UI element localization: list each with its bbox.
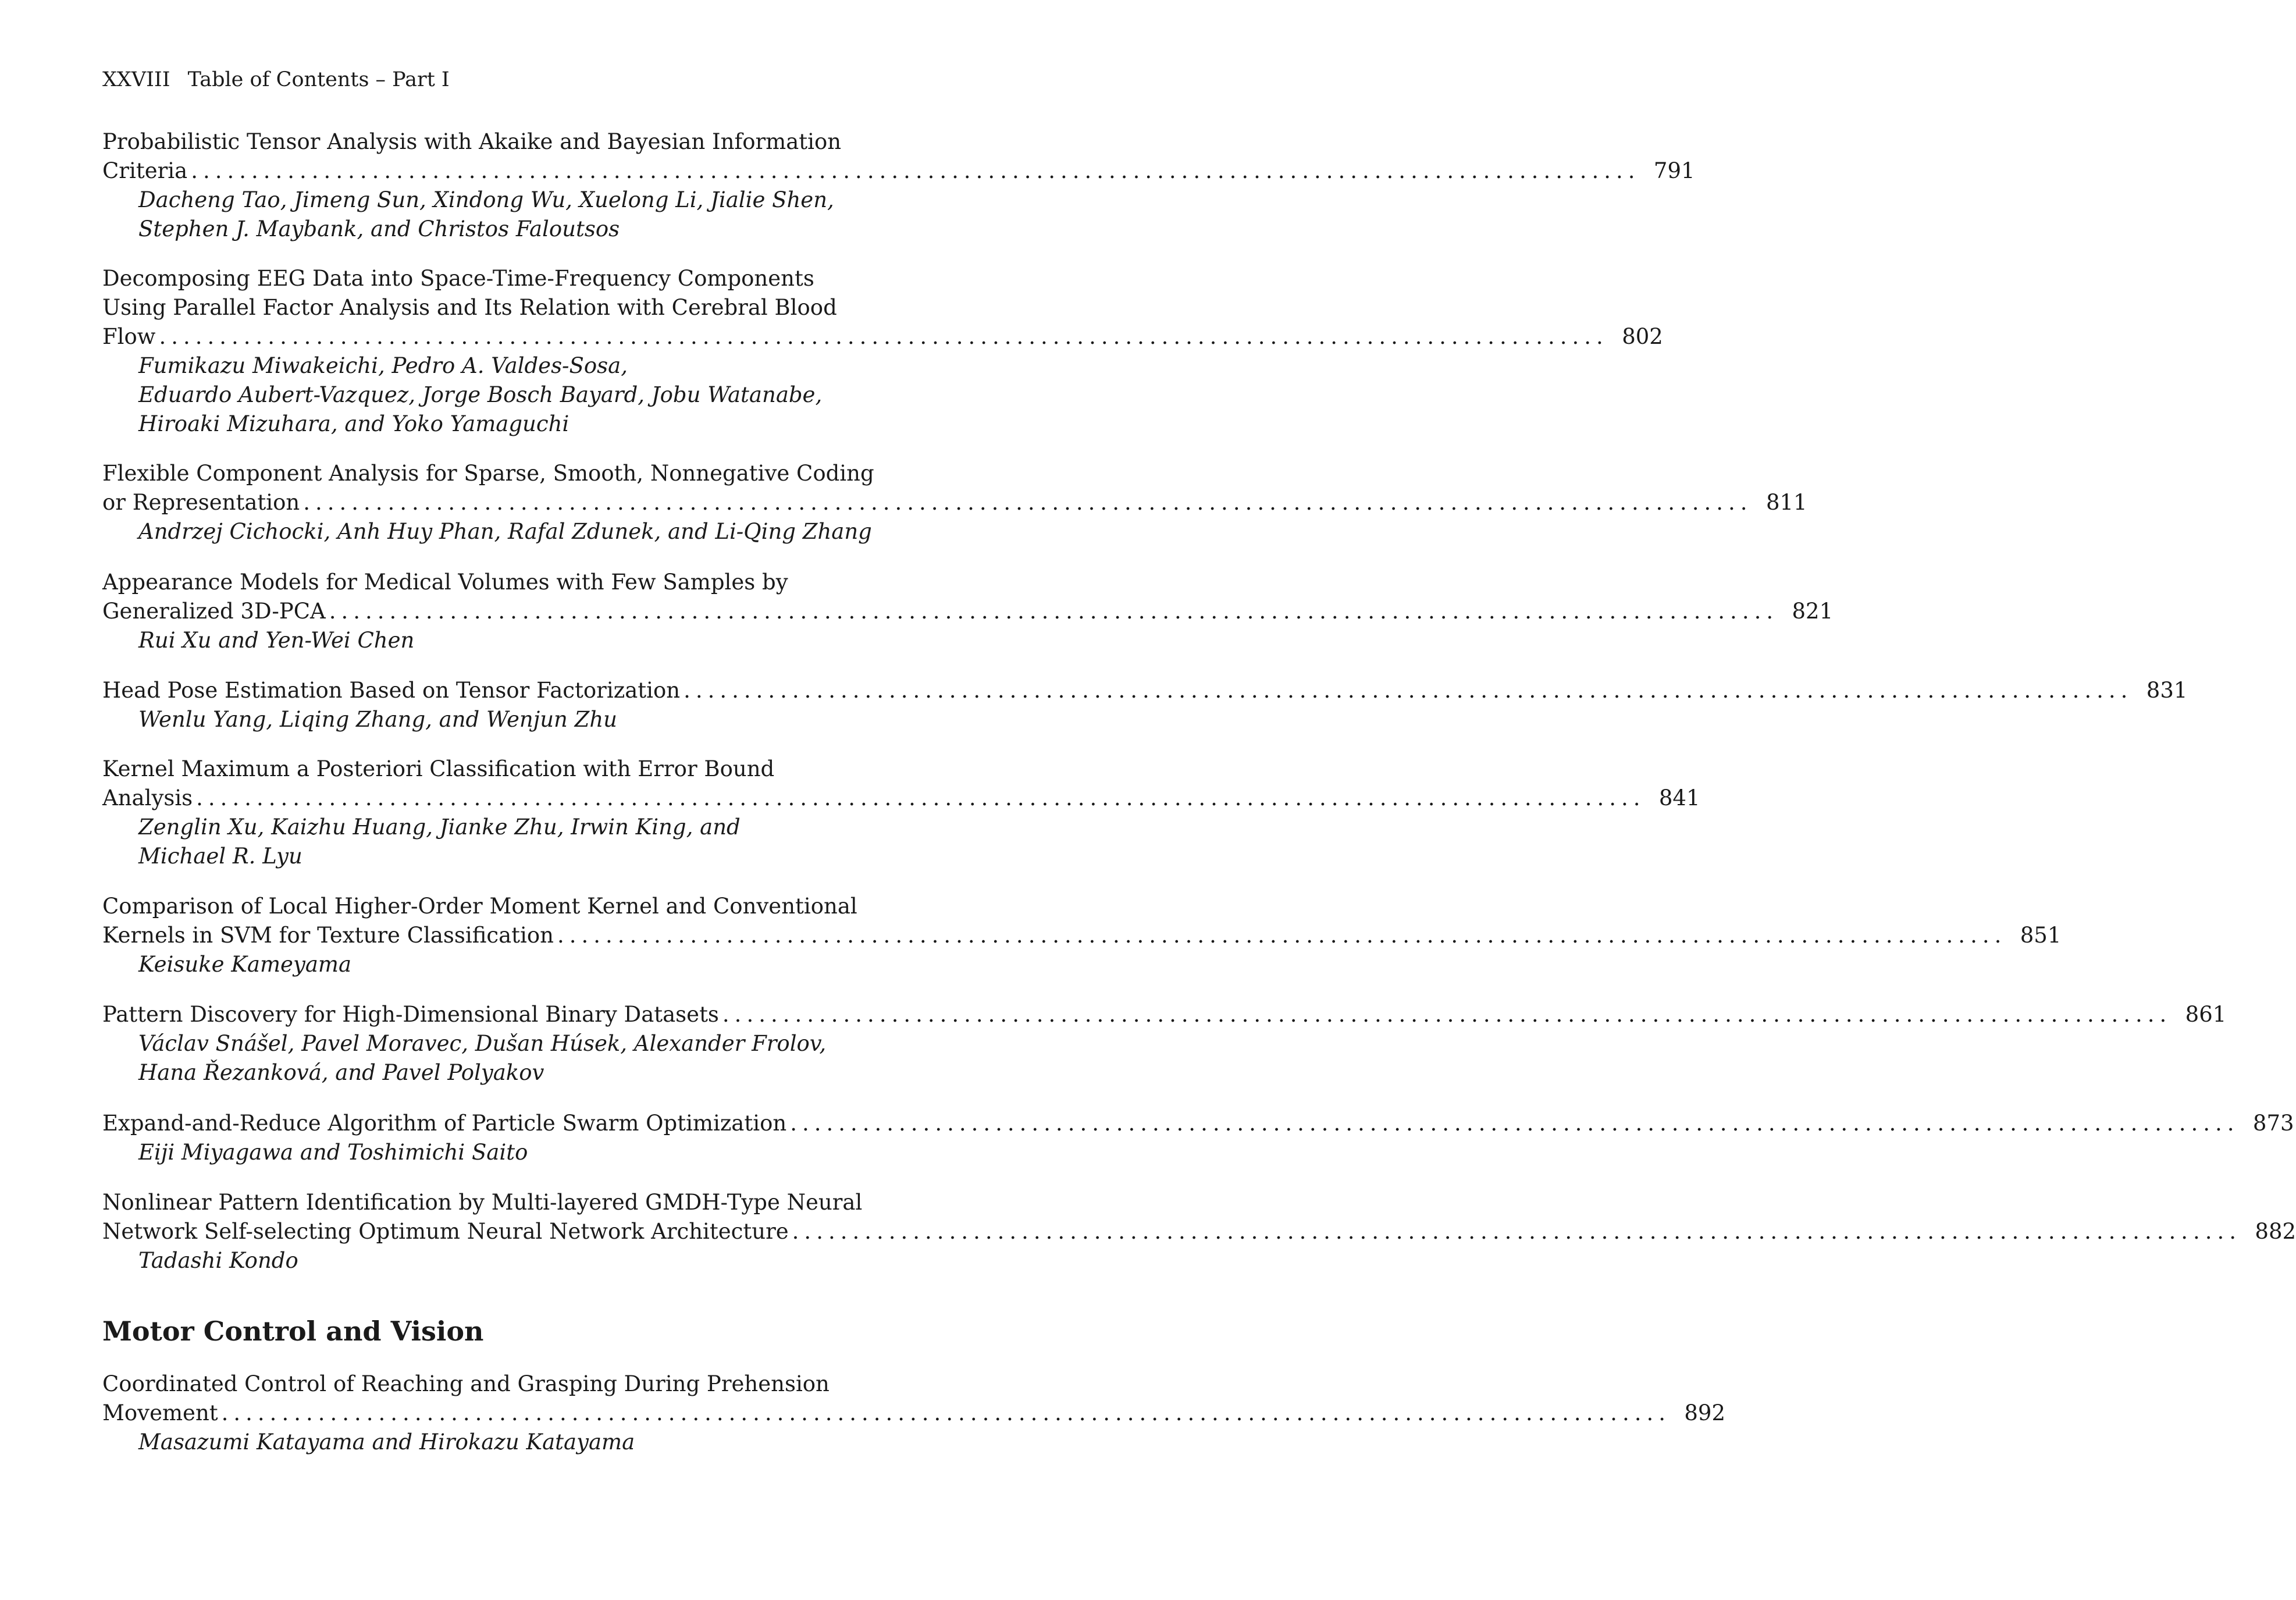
toc-entry[interactable] xyxy=(102,676,2188,734)
entry-authors: Zenglin Xu, Kaizhu Huang, Jianke Zhu, Irwin King, and xyxy=(138,815,741,840)
entry-title-line: Decomposing EEG Data into Space-Time-Frequency Components xyxy=(102,266,814,291)
page-number[interactable]: 861 xyxy=(2185,1002,2227,1027)
page-number[interactable]: 851 xyxy=(2020,923,2062,948)
entry-title-line: Probabilistic Tensor Analysis with Akaike and Bayesian Information xyxy=(102,129,842,154)
entry-title-line: Comparison of Local Higher-Order Moment Kernel and Conventional xyxy=(102,894,857,919)
toc-entry[interactable] xyxy=(102,755,1700,871)
entry-title-line: Kernel Maximum a Posteriori Classification with Error Bound xyxy=(102,756,775,781)
entry-title-line: Movement xyxy=(102,1400,218,1425)
dot-leader: ........................................................................................................................ xyxy=(722,1002,2172,1027)
entry-authors: Andrzej Cichocki, Anh Huy Phan, Rafal Zdunek, and Li-Qing Zhang xyxy=(138,519,872,544)
page-number[interactable]: 811 xyxy=(1765,490,1807,515)
entry-authors: Michael R. Lyu xyxy=(138,844,302,869)
entry-authors: Hana Řezanková, and Pavel Polyakov xyxy=(138,1060,544,1085)
page-number[interactable]: 802 xyxy=(1622,324,1663,349)
toc-entry[interactable] xyxy=(102,264,1663,439)
entry-title-line: Nonlinear Pattern Identification by Multi-layered GMDH-Type Neural xyxy=(102,1190,863,1215)
entry-authors: Masazumi Katayama and Hirokazu Katayama xyxy=(138,1430,635,1455)
dot-leader: ........................................................................................................................ xyxy=(191,158,1640,183)
entry-title-line: Appearance Models for Medical Volumes with Few Samples by xyxy=(102,570,788,595)
page-number[interactable]: 841 xyxy=(1658,785,1700,810)
toc-entry[interactable] xyxy=(102,1000,2227,1087)
dot-leader: ........................................................................................................................ xyxy=(557,923,2007,948)
toc-entry[interactable] xyxy=(102,1188,2296,1275)
page-number[interactable]: 791 xyxy=(1653,158,1695,183)
page-number[interactable]: 831 xyxy=(2146,678,2188,703)
entry-title-line: Flexible Component Analysis for Sparse, Smooth, Nonnegative Coding xyxy=(102,461,874,486)
toc-entry[interactable] xyxy=(102,568,1834,655)
dot-leader: ........................................................................................................................ xyxy=(221,1400,1671,1425)
entry-title-line: Using Parallel Factor Analysis and Its Relation with Cerebral Blood xyxy=(102,295,837,320)
entry-title-line: Expand-and-Reduce Algorithm of Particle Swarm Optimization xyxy=(102,1111,787,1136)
entry-authors: Dacheng Tao, Jimeng Sun, Xindong Wu, Xuelong Li, Jialie Shen, xyxy=(138,187,834,212)
entry-authors: Tadashi Kondo xyxy=(138,1248,298,1273)
toc-entry[interactable] xyxy=(102,459,1807,546)
entry-authors: Keisuke Kameyama xyxy=(138,952,352,977)
dot-leader: ........................................................................................................................ xyxy=(790,1111,2240,1136)
toc-entry[interactable] xyxy=(102,127,1695,244)
dot-leader: ........................................................................................................................ xyxy=(684,678,2133,703)
running-head xyxy=(102,65,450,94)
entry-authors: Wenlu Yang, Liqing Zhang, and Wenjun Zhu xyxy=(138,707,617,732)
entry-title-line: Kernels in SVM for Texture Classification xyxy=(102,923,554,948)
entry-title-line: Criteria xyxy=(102,158,188,183)
entry-authors: Eduardo Aubert-Vazquez, Jorge Bosch Bayard, Jobu Watanabe, xyxy=(138,382,823,407)
entry-authors: Stephen J. Maybank, and Christos Faloutsos xyxy=(138,216,620,241)
entry-title-line: Head Pose Estimation Based on Tensor Factorization xyxy=(102,678,681,703)
dot-leader: ........................................................................................................................ xyxy=(159,324,1608,349)
entry-title-line: Coordinated Control of Reaching and Grasping During Prehension xyxy=(102,1371,830,1396)
entry-authors: Eiji Miyagawa and Toshimichi Saito xyxy=(138,1140,528,1165)
page-number[interactable]: 821 xyxy=(1792,599,1834,624)
dot-leader: ........................................................................................................................ xyxy=(329,599,1779,624)
entry-authors: Václav Snášel, Pavel Moravec, Dušan Húsek, Alexander Frolov, xyxy=(138,1031,827,1056)
dot-leader: ........................................................................................................................ xyxy=(303,490,1753,515)
toc-entry[interactable] xyxy=(102,892,2062,979)
entry-title-line: or Representation xyxy=(102,490,300,515)
entry-authors: Hiroaki Mizuhara, and Yoko Yamaguchi xyxy=(138,411,569,436)
entry-title-line: Analysis xyxy=(102,785,193,810)
page-folio: XXVIII xyxy=(102,68,170,91)
running-title: Table of Contents – Part I xyxy=(187,68,450,91)
entry-title-line: Network Self-selecting Optimum Neural Network Architecture xyxy=(102,1219,789,1244)
entry-title-line: Pattern Discovery for High-Dimensional Binary Datasets xyxy=(102,1002,719,1027)
section-heading: Motor Control and Vision xyxy=(102,1315,484,1347)
page-number[interactable]: 873 xyxy=(2252,1111,2294,1136)
toc-entry[interactable] xyxy=(102,1109,2294,1167)
page-number[interactable]: 892 xyxy=(1684,1400,1725,1425)
dot-leader: ........................................................................................................................ xyxy=(792,1219,2242,1244)
dot-leader: ........................................................................................................................ xyxy=(196,785,1646,810)
entry-title-line: Flow xyxy=(102,324,156,349)
toc-entry[interactable] xyxy=(102,1370,1725,1457)
page-number[interactable]: 882 xyxy=(2255,1219,2296,1244)
entry-authors: Fumikazu Miwakeichi, Pedro A. Valdes-Sosa, xyxy=(138,353,628,378)
entry-title-line: Generalized 3D-PCA xyxy=(102,599,326,624)
entry-authors: Rui Xu and Yen-Wei Chen xyxy=(138,628,415,653)
